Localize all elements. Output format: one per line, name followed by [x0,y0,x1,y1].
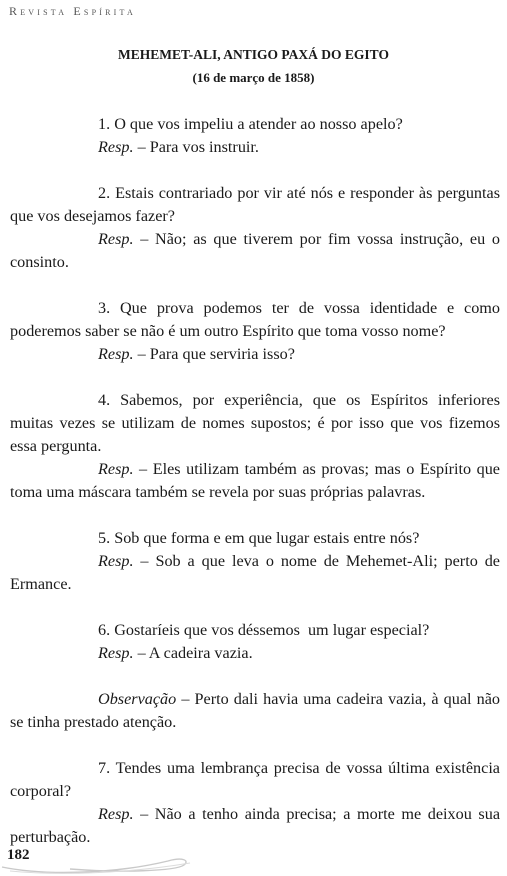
qa-1 [10,113,500,159]
observation-label: Observação [98,690,177,708]
question-2: 2. Estais contrariado por vir até nós e responder às perguntas que vos desejamos fazer? [10,184,500,225]
question-1: 1. O que vos impeliu a atender ao nosso apelo? [98,115,403,133]
observation [10,688,500,734]
observation-text [10,688,500,734]
qa-7 [10,757,500,849]
answer-5 [10,550,500,596]
answer-text: – A cadeira vazia. [133,644,253,662]
answer-text: – Sob a que leva o nome de Mehemet-Ali; perto de Ermance. [10,552,500,593]
question-6: 6. Gostaríeis que vos déssemos um lugar especial? [98,621,430,639]
qa-4 [10,389,500,504]
qa-2 [10,182,500,274]
answer-label: Resp. [98,552,134,570]
page-number: 182 [7,847,30,863]
article-body [10,113,500,872]
answer-text: – Eles utilizam também as provas; mas o Espírito que toma uma máscara também se revela por suas próprias palavras. [10,460,500,501]
answer-text: – Não a tenho ainda precisa; a morte me deixou sua perturbação. [10,805,500,846]
answer-label: Resp. [98,138,134,156]
answer-label: Resp. [98,230,134,248]
answer-text: – Para que serviria isso? [133,345,295,363]
qa-5 [10,527,500,596]
answer-1 [10,136,500,159]
page-ornament [0,845,200,876]
qa-3 [10,297,500,366]
question-7: 7. Tendes uma lembrança precisa de vossa última existência corporal? [10,759,500,800]
running-head: Revista Espírita [9,4,136,18]
question-3: 3. Que prova podemos ter de vossa identidade e como poderemos saber se não é um outro Espírito que toma vosso nome? [10,299,500,340]
answer-6 [10,642,500,665]
answer-3 [10,343,500,366]
qa-6 [10,619,500,665]
answer-label: Resp. [98,644,134,662]
answer-text: – Para vos instruir. [133,138,259,156]
answer-label: Resp. [98,805,134,823]
question-5: 5. Sob que forma e em que lugar estais entre nós? [98,529,420,547]
answer-4 [10,458,500,504]
answer-2 [10,228,500,274]
article-date: (16 de março de 1858) [192,70,315,85]
answer-7 [10,803,500,849]
answer-label: Resp. [98,345,134,363]
question-4: 4. Sabemos, por experiência, que os Espíritos inferiores muitas vezes se utilizam de nomes supostos; é por isso que vos fizemos essa pergunta. [10,391,500,455]
answer-text: – Não; as que tiverem por fim vossa instrução, eu o consinto. [10,230,500,271]
article-title: MEHEMET-ALI, ANTIGO PAXÁ DO EGITO [118,47,389,62]
answer-label: Resp. [98,460,134,478]
observation-body: – Perto dali havia uma cadeira vazia, à qual não se tinha prestado atenção. [10,690,500,731]
